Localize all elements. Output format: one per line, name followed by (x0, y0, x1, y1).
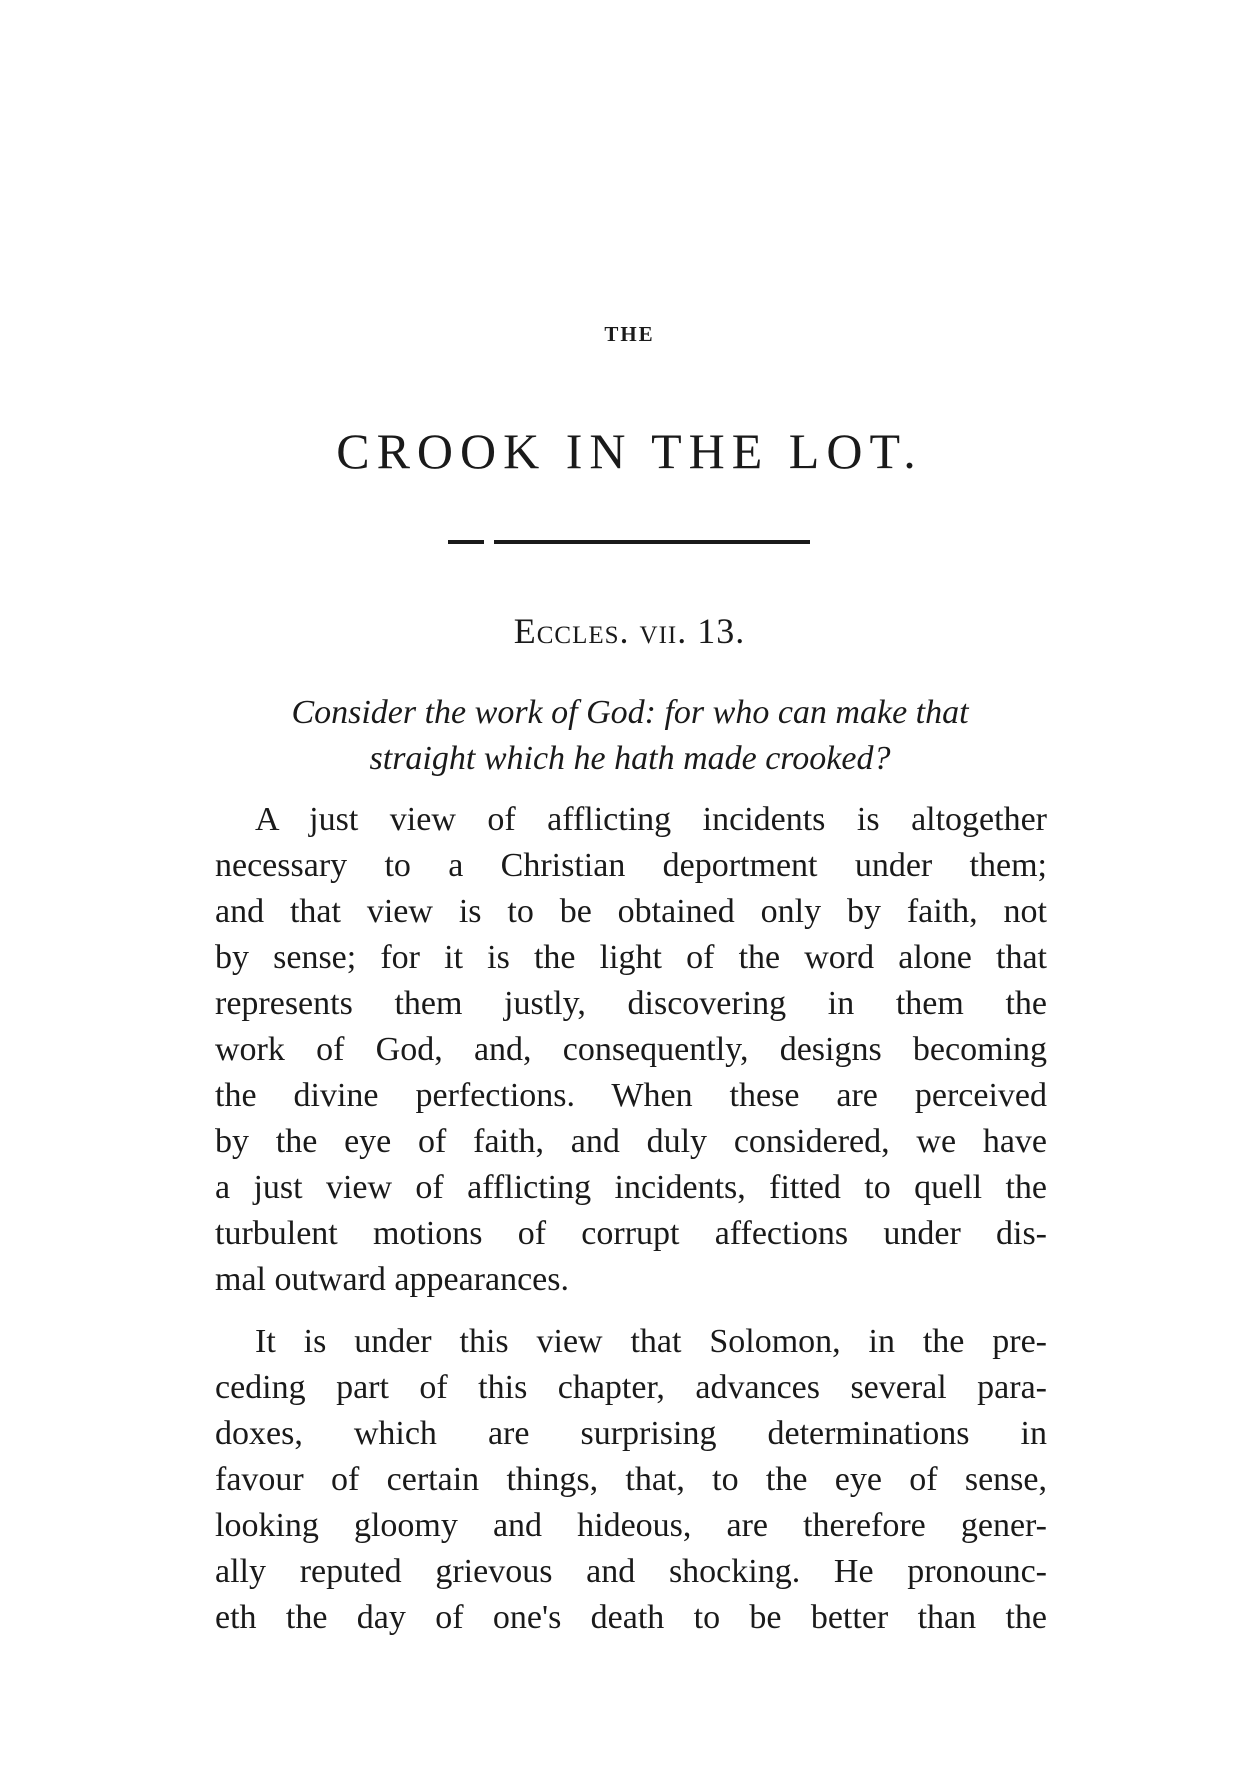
chapter-title: CROOK IN THE LOT. (336, 423, 923, 479)
paragraph-line: by the eye of faith, and duly considered, we have (215, 1123, 1047, 1160)
paragraph-line: A just view of afflicting incidents is altogether (255, 801, 1047, 838)
paragraph-1 (215, 797, 1047, 1303)
title-divider-rule (448, 540, 810, 544)
paragraph-line: and that view is to be obtained only by faith, not (215, 893, 1047, 930)
epigraph (210, 690, 1050, 782)
paragraph-line: eth the day of one's death to be better than the (215, 1599, 1047, 1636)
scripture-reference: Eccles. vii. 13. (513, 611, 746, 651)
pre-title: THE (604, 322, 655, 346)
paragraph-line: mal outward appearances. (215, 1261, 569, 1298)
epigraph-line-1: Consider the work of God: for who can make that (291, 694, 969, 731)
epigraph-line-2: straight which he hath made crooked? (369, 740, 891, 777)
paragraph-line: looking gloomy and hideous, are therefore gener- (215, 1507, 1047, 1544)
paragraph-line: turbulent motions of corrupt affections under dis- (215, 1215, 1047, 1252)
paragraph-line: by sense; for it is the light of the word alone that (215, 939, 1047, 976)
paragraph-line: the divine perfections. When these are perceived (215, 1077, 1047, 1114)
paragraph-line: ally reputed grievous and shocking. He pronounc- (215, 1553, 1047, 1590)
paragraph-line: doxes, which are surprising determinations in (215, 1415, 1047, 1452)
paragraph-line: ceding part of this chapter, advances several para- (215, 1369, 1047, 1406)
paragraph-line: work of God, and, consequently, designs becoming (215, 1031, 1047, 1068)
paragraph-line: necessary to a Christian deportment under them; (215, 847, 1047, 884)
paragraph-2 (215, 1319, 1047, 1641)
paragraph-line: It is under this view that Solomon, in the pre- (255, 1323, 1047, 1360)
paragraph-line: favour of certain things, that, to the eye of sense, (215, 1461, 1047, 1498)
title-divider-gap (484, 540, 494, 544)
paragraph-line: a just view of afflicting incidents, fitted to quell the (215, 1169, 1047, 1206)
paragraph-line: represents them justly, discovering in them the (215, 985, 1047, 1022)
